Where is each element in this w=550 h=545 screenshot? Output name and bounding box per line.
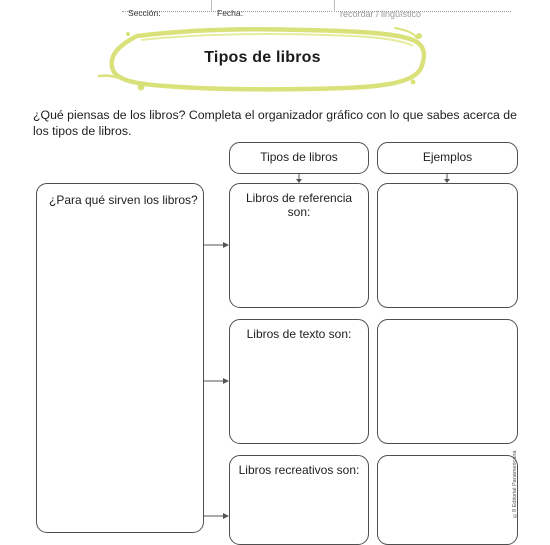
header-separator xyxy=(211,0,212,12)
page-title: Tipos de libros xyxy=(204,49,321,66)
header-line-hint xyxy=(336,9,511,19)
type-box-textbook[interactable] xyxy=(229,319,369,444)
header-box-types[interactable] xyxy=(229,142,369,174)
header-separator-hint xyxy=(334,0,335,12)
header-line-section xyxy=(122,8,332,18)
type-box-reference[interactable] xyxy=(229,183,369,308)
header-box-examples[interactable] xyxy=(377,142,518,174)
header-box-types-label: Tipos de libros xyxy=(260,150,338,164)
example-box-recreational[interactable] xyxy=(377,455,518,545)
question-label: ¿Para qué sirven los libros? xyxy=(49,193,198,207)
arrow-right-textbook xyxy=(204,376,230,386)
skill-hint: recordar / lingüístico xyxy=(340,9,422,19)
type-label-textbook: Libros de texto son: xyxy=(246,327,352,341)
section-label: Sección: xyxy=(128,8,161,18)
arrow-right-reference xyxy=(204,240,230,250)
date-label: Fecha: xyxy=(217,8,243,18)
type-box-recreational[interactable] xyxy=(229,455,369,545)
question-box[interactable] xyxy=(36,183,204,533)
example-box-reference[interactable] xyxy=(377,183,518,308)
type-label-recreational: Libros recreativos son: xyxy=(238,463,360,477)
example-box-textbook[interactable] xyxy=(377,319,518,444)
type-label-reference: Libros de referencia son: xyxy=(245,191,353,219)
publisher-credit: ©8 Editorial Panamericana xyxy=(512,450,518,518)
arrow-right-recreational xyxy=(204,511,230,521)
instructions-text: ¿Qué piensas de los libros? Completa el organizador gráfico con lo que sabes acerca de los tipos de libros. xyxy=(33,108,517,138)
title-banner xyxy=(95,24,430,96)
header-box-examples-label: Ejemplos xyxy=(422,150,473,164)
